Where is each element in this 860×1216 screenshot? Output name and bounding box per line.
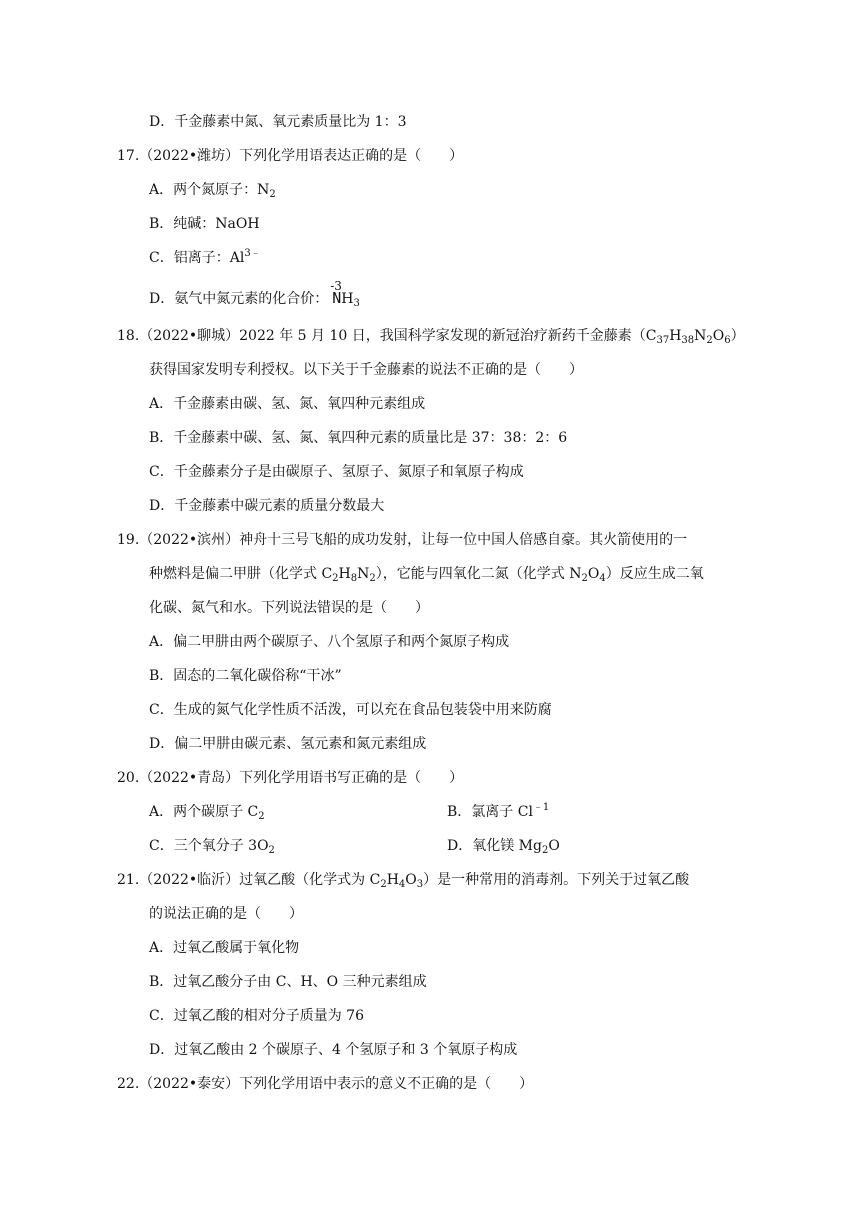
q22-stem: 22.（2022•泰安）下列化学用语中表示的意义不正确的是（ ） <box>117 1076 534 1092</box>
q18-stem: 18.（2022•聊城）2022 年 5 月 10 日，我国科学家发现的新冠治疗新药千金藤素$(C_{37}H_{38}N_2O_6)$ <box>117 328 745 346</box>
q18-option-a: A．千金藤素由碳、氢、氮、氧四种元素组成 <box>149 396 426 412</box>
q16-option-d: D．千金藤素中氮、氧元素质量比为 1：3 <box>149 114 407 130</box>
q21-stem-continued: 的说法正确的是（ ） <box>149 906 303 922</box>
q19-option-a: A．偏二甲肼由两个碳原子、八个氢原子和两个氮原子构成 <box>149 634 510 650</box>
q21-stem: 21.（2022•临沂）过氧乙酸（化学式为 $C_2H_4O_3$）是一种常用的消毒剂。下列关于过氧乙酸 <box>117 872 690 890</box>
q21-option-d: D．过氧乙酸由 2 个碳原子、4 个氢原子和 3 个氧原子构成 <box>149 1042 518 1058</box>
q18-stem-continued: 获得国家发明专利授权。以下关于千金藤素的说法不正确的是（ ） <box>149 362 583 378</box>
q18-option-c: C．千金藤素分子是由碳原子、氢原子、氮原子和氧原子构成 <box>149 464 524 480</box>
q17-option-a: A．两个氮原子：$N_2$ <box>149 182 276 200</box>
q19-stem-line3: 化碳、氮气和水。下列说法错误的是（ ） <box>149 600 429 616</box>
q21-option-b: B．过氧乙酸分子由 C、H、O 三种元素组成 <box>149 974 427 990</box>
q20-stem: 20.（2022•青岛）下列化学用语书写正确的是（ ） <box>117 770 464 786</box>
q21-option-a: A．过氧乙酸属于氧化物 <box>149 940 300 956</box>
q17-option-b: B．纯碱：NaOH <box>149 216 260 232</box>
valence-notation: -3 N <box>330 279 342 307</box>
q20-option-b: B．氯离子 $Cl^{﹣1}$ <box>447 802 550 820</box>
q18-option-d: D．千金藤素中碳元素的质量分数最大 <box>149 498 385 514</box>
q20-option-a: A．两个碳原子 $C_2$ <box>149 804 265 822</box>
q19-stem-line2: 种燃料是偏二甲肼（化学式 $C_2H_8N_2$），它能与四氧化二氮（化学式 $N_2O_4$）反应生成二氧 <box>149 566 704 584</box>
q17-stem: 17.（2022•潍坊）下列化学用语表达正确的是（ ） <box>117 148 464 164</box>
q20-option-c: C．三个氧分子 $3O_2$ <box>149 838 275 856</box>
q19-stem: 19.（2022•滨州）神舟十三号飞船的成功发射，让每一位中国人倍感自豪。其火箭使用的一 <box>117 532 688 548</box>
q17-option-d: D．氨气中氮元素的化合价： -3 $NH_3$ <box>149 279 360 309</box>
q18-option-b: B．千金藤素中碳、氢、氮、氧四种元素的质量比是 37：38：2：6 <box>149 430 568 446</box>
q19-option-d: D．偏二甲肼由碳元素、氢元素和氮元素组成 <box>149 736 427 752</box>
q21-option-c: C．过氧乙酸的相对分子质量为 76 <box>149 1008 364 1024</box>
q19-option-c: C．生成的氮气化学性质不活泼，可以充在食品包装袋中用来防腐 <box>149 702 552 718</box>
q20-option-d: D．氧化镁 $Mg_2O$ <box>447 838 560 856</box>
q17-option-c: C．铝离子：$Al^{3﹣}$ <box>149 248 261 266</box>
q19-option-b: B．固态的二氧化碳俗称“干冰” <box>149 668 342 684</box>
